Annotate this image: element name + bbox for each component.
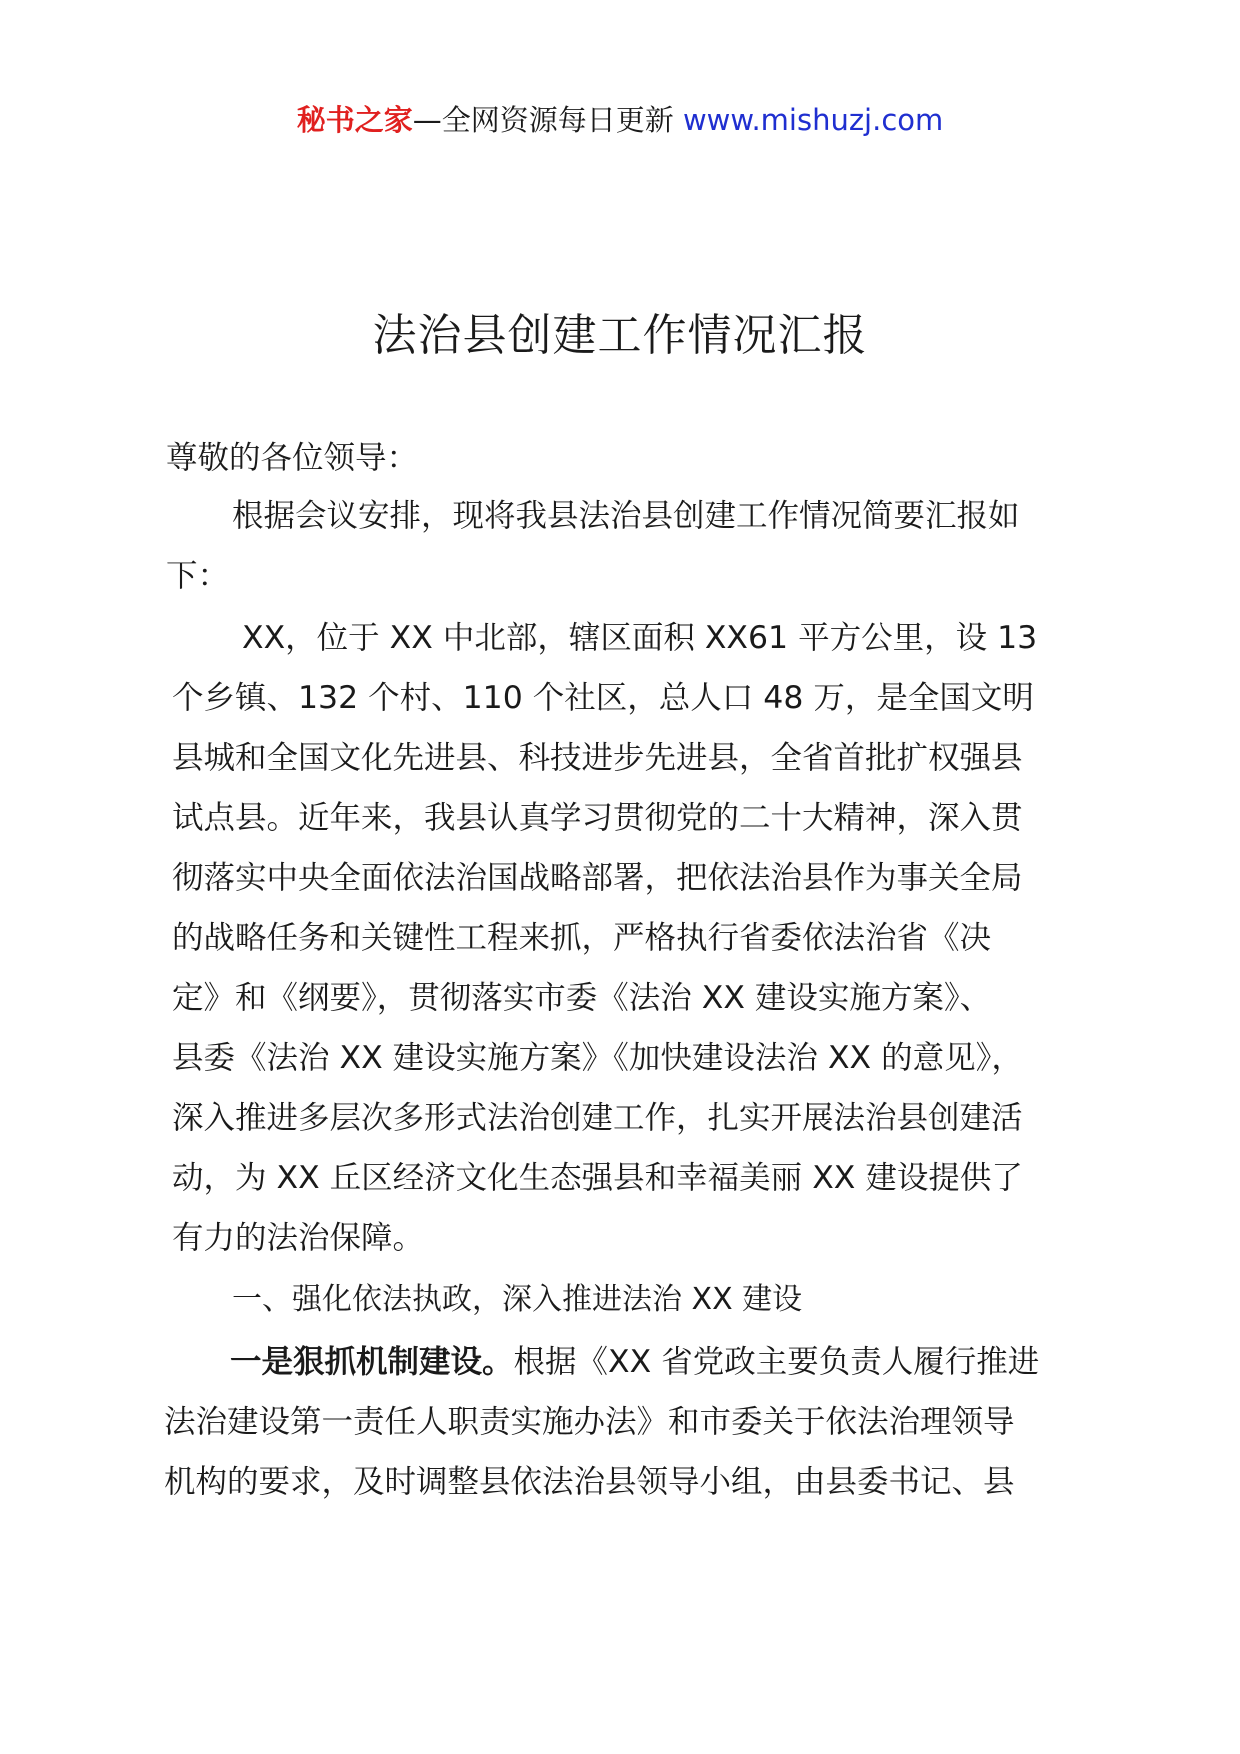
- intro-paragraph: [166, 486, 1092, 606]
- section-line-text: 根据《XX 省党政主要负责人履行推进: [513, 1344, 1040, 1380]
- overview-line: XX，位于 XX 中北部，辖区面积 XX61 平方公里，设 13: [242, 620, 1038, 656]
- banner-tagline: —全网资源每日更新: [412, 103, 674, 137]
- section-lead: 一是狠抓机制建设。: [230, 1344, 514, 1380]
- overview-line: 定》和《纲要》，贯彻落实市委《法治 XX 建设实施方案》、: [172, 980, 992, 1016]
- overview-line: 个乡镇、132 个村、110 个社区，总人口 48 万，是全国文明: [172, 680, 1034, 716]
- overview-line: 试点县。近年来，我县认真学习贯彻党的二十大精神，深入贯: [172, 800, 1023, 836]
- salutation: 尊敬的各位领导：: [166, 440, 419, 476]
- overview-line: 有力的法治保障。: [172, 1220, 425, 1256]
- section-line: 法治建设第一责任人职责实施办法》和市委关于依法治理领导: [164, 1404, 1015, 1440]
- section-line: [164, 1332, 1090, 1392]
- banner-url[interactable]: www.mishuzj.com: [682, 103, 944, 137]
- overview-paragraph: [172, 608, 1098, 1268]
- header-banner: [0, 100, 1240, 140]
- intro-line: 下：: [166, 558, 230, 594]
- overview-line: 深入推进多层次多形式法治创建工作，扎实开展法治县创建活: [172, 1100, 1023, 1136]
- banner-brand: 秘书之家: [296, 103, 413, 137]
- overview-line: 彻落实中央全面依法治国战略部署，把依法治县作为事关全局: [172, 860, 1023, 896]
- section-line: 机构的要求，及时调整县依法治县领导小组，由县委书记、县: [164, 1464, 1015, 1500]
- section-heading: 一、强化依法执政，深入推进法治 XX 建设: [232, 1282, 803, 1317]
- intro-line: 根据会议安排，现将我县法治县创建工作情况简要汇报如: [232, 498, 1020, 534]
- section-paragraph: [164, 1332, 1090, 1512]
- overview-line: 动，为 XX 丘区经济文化生态强县和幸福美丽 XX 建设提供了: [172, 1160, 1023, 1196]
- overview-line: 的战略任务和关键性工程来抓，严格执行省委依法治省《决: [172, 920, 992, 956]
- document-title: 法治县创建工作情况汇报: [372, 310, 868, 361]
- overview-line: 县委《法治 XX 建设实施方案》《加快建设法治 XX 的意见》，: [172, 1040, 1023, 1076]
- overview-line: 县城和全国文化先进县、科技进步先进县，全省首批扩权强县: [172, 740, 1023, 776]
